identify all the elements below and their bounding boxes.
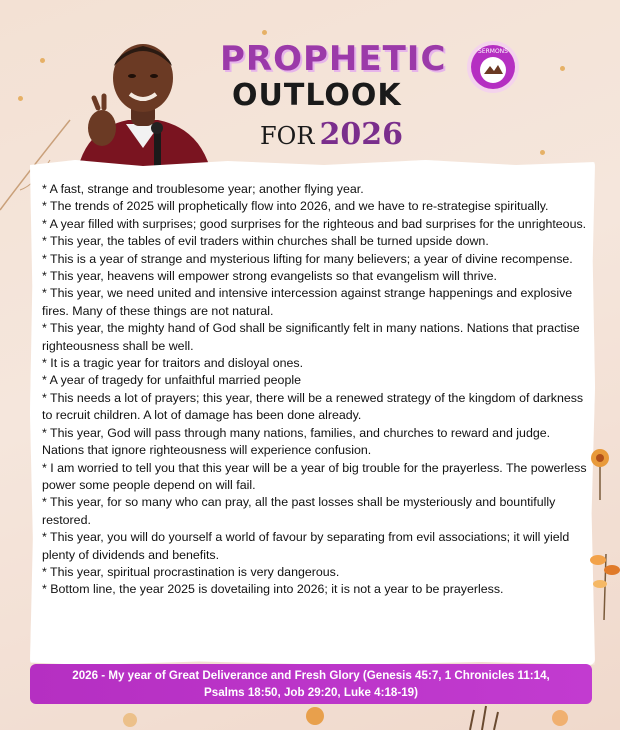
badge-label: SERMONS <box>478 48 508 55</box>
list-item: * This year, we need united and intensive intercession against strange happenings and explosive fires. Many of these things are not natural. <box>42 286 573 318</box>
list-item: * This is a year of strange and mysterious lifting for many believers; a year of divine recompense. <box>42 251 573 266</box>
list-item: * It is a tragic year for traitors and disloyal ones. <box>42 356 304 371</box>
prophecy-list <box>42 181 594 599</box>
banner-line1: 2026 - My year of Great Deliverance and Fresh Glory (Genesis 45:7, 1 Chronicles 11:14, <box>72 669 550 682</box>
list-item: * This year, heavens will empower strong evangelists so that evangelism will thrive. <box>42 269 497 284</box>
decor-speck <box>560 66 565 71</box>
list-item: * The trends of 2025 will prophetically flow into 2026, and we have to re-strategise spiritually. <box>42 199 549 214</box>
list-item: * Bottom line, the year 2025 is dovetailing into 2026; it is not a year to be prayerless. <box>42 582 504 597</box>
title-year-line <box>260 114 480 160</box>
scripture-banner <box>30 664 592 704</box>
list-item: * I am worried to tell you that this year will be a year of big trouble for the prayerless. The powerless power some people depend on will fail. <box>42 460 587 492</box>
list-item: * A fast, strange and troublesome year; another flying year. <box>42 182 364 196</box>
list-item: * This year, for so many who can pray, all the past losses shall be mysteriously and bountifully restored. <box>42 495 556 527</box>
autumn-flower-icon <box>580 440 620 500</box>
title-outlook: OUTLOOK <box>232 78 402 113</box>
list-item: * A year of tragedy for unfaithful married people <box>42 373 301 388</box>
autumn-flower-icon <box>584 540 620 620</box>
sermons-badge-icon <box>466 40 520 94</box>
list-item: * This year, you will do yourself a world of favour by separating from evil associations; it will yield plenty of dividends and benefits. <box>42 530 570 562</box>
list-item: * This year, God will pass through many nations, families, and churches to reward and judge. Nations that ignore righteousness will experience confusion. <box>42 425 551 458</box>
title-for: FOR <box>260 122 315 150</box>
decor-speck <box>540 150 545 155</box>
list-item: * This year, the mighty hand of God shall be significantly felt in many nations. Nations that practise righteousness shall be well. <box>42 321 580 353</box>
decor-speck <box>262 30 267 35</box>
autumn-flower-icon <box>0 702 620 730</box>
list-item: * This needs a lot of prayers; this year, there will be a renewed strategy of the kingdom of darkness to recruit children. A lot of damage has been done already. <box>42 390 584 423</box>
list-item: * A year filled with surprises; good surprises for the righteous and bad surprises for the unrighteous. <box>42 216 587 231</box>
list-item: * This year, spiritual procrastination is very dangerous. <box>42 564 340 579</box>
title-year: 2026 <box>319 117 403 152</box>
banner-line2: Psalms 18:50, Job 29:20, Luke 4:18-19) <box>204 686 418 699</box>
list-item: * This year, the tables of evil traders within churches shall be turned upside down. <box>42 234 489 249</box>
decor-speck <box>40 58 45 63</box>
title-block <box>220 40 480 160</box>
preacher-portrait <box>68 28 218 168</box>
title-prophetic: PROPHETIC <box>220 39 447 79</box>
